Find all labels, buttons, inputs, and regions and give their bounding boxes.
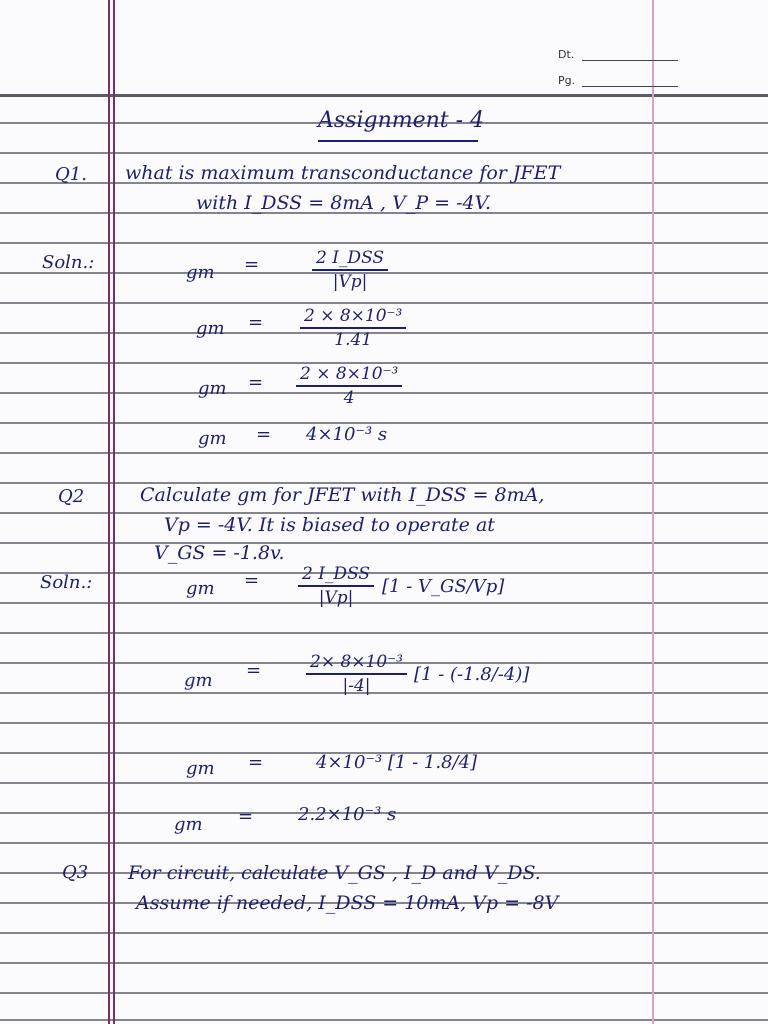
q2-step1-fraction <box>298 564 374 608</box>
q1-step3-equals: = <box>248 372 264 393</box>
q2-text-line2: Vp = -4V. It is biased to operate at <box>164 514 495 536</box>
numerator: 2 × 8×10⁻³ <box>300 364 399 384</box>
q2-step2-bracket: [1 - (-1.8/-4)] <box>414 664 530 685</box>
denominator: |Vp| <box>332 272 368 292</box>
denominator: |-4| <box>342 676 371 696</box>
numerator: 2× 8×10⁻³ <box>310 652 403 672</box>
numerator: 2 × 8×10⁻³ <box>304 306 403 326</box>
q2-label: Q2 <box>58 486 85 507</box>
q1-step1-fraction <box>312 248 388 292</box>
fraction-bar <box>306 673 407 675</box>
q2-step1-lhs: gm <box>186 578 215 599</box>
q1-step3-lhs: gm <box>198 378 227 399</box>
q2-step1-equals: = <box>244 570 260 591</box>
q3-text-line2: Assume if needed, I_DSS = 10mA, Vp = -8V <box>136 892 559 914</box>
left-margin-line <box>108 0 110 1024</box>
q1-text-line1: what is maximum transconductance for JFET <box>125 162 561 184</box>
right-margin-line <box>652 0 654 1024</box>
fraction-bar <box>312 269 388 271</box>
q1-step4-equals: = <box>256 424 272 445</box>
q2-step1-bracket: [1 - V_GS/Vp] <box>382 576 505 597</box>
fraction-bar <box>298 585 374 587</box>
q2-solution-label: Soln.: <box>40 572 93 593</box>
q2-step3-lhs: gm <box>186 758 215 779</box>
q1-step1-lhs: gm <box>186 262 215 283</box>
q2-step4-lhs: gm <box>174 814 203 835</box>
q1-step2-lhs: gm <box>196 318 225 339</box>
left-margin-line <box>113 0 115 1024</box>
fraction-bar <box>296 385 402 387</box>
q2-step3-result: 4×10⁻³ [1 - 1.8/4] <box>316 752 478 773</box>
q1-step4-result: 4×10⁻³ s <box>306 424 388 445</box>
q1-step1-equals: = <box>244 254 260 275</box>
q1-text-line2: with I_DSS = 8mA , V_P = -4V. <box>196 192 492 214</box>
q1-step2-equals: = <box>248 312 264 333</box>
denominator: |Vp| <box>318 588 354 608</box>
date-line <box>582 60 678 61</box>
q2-text-line3: V_GS = -1.8v. <box>154 542 285 564</box>
q3-text-line1: For circuit, calculate V_GS , I_D and V_DS. <box>128 862 541 884</box>
fraction-bar <box>300 327 406 329</box>
q2-step2-fraction <box>306 652 407 696</box>
q1-solution-label: Soln.: <box>42 252 95 273</box>
q1-step2-fraction <box>300 306 406 350</box>
q2-step2-equals: = <box>246 660 262 681</box>
q2-step2-lhs: gm <box>184 670 213 691</box>
page-title: Assignment - 4 <box>318 108 485 133</box>
page-number-label: Pg. <box>558 74 576 87</box>
date-label: Dt. <box>558 48 575 61</box>
q1-label: Q1. <box>55 164 87 185</box>
q2-step3-equals: = <box>248 752 264 773</box>
q2-step4-result: 2.2×10⁻³ s <box>298 804 397 825</box>
q1-step3-fraction <box>296 364 402 408</box>
numerator: 2 I_DSS <box>316 248 385 268</box>
denominator: 4 <box>343 388 355 408</box>
numerator: 2 I_DSS <box>302 564 371 584</box>
q2-step4-equals: = <box>238 806 254 827</box>
page-number-line <box>582 86 678 87</box>
q2-text-line1: Calculate gm for JFET with I_DSS = 8mA, <box>140 484 545 506</box>
q1-step4-lhs: gm <box>198 428 227 449</box>
title-underline <box>318 140 478 142</box>
q3-label: Q3 <box>62 862 89 883</box>
denominator: 1.41 <box>334 330 373 350</box>
